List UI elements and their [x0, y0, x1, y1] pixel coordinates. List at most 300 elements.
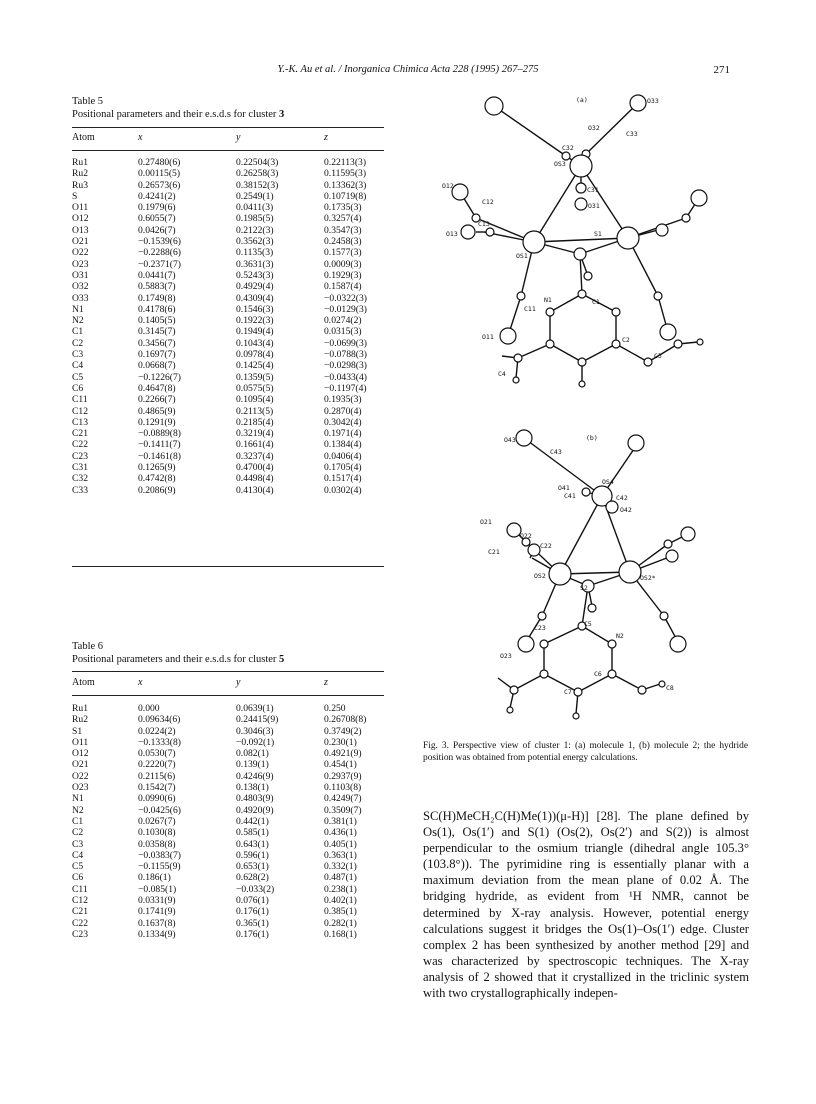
z-cell: 0.1971(4): [324, 428, 362, 440]
table-row: [72, 929, 384, 940]
table5-header-rule: [72, 150, 384, 151]
z-cell: 0.3042(4): [324, 416, 362, 428]
table5-col-z: z: [324, 132, 328, 143]
x-cell: −0.2288(6): [138, 247, 181, 259]
atom-cell: C5: [72, 861, 84, 873]
atom-cell: N1: [72, 793, 84, 805]
atom-label: O23: [500, 652, 512, 660]
z-cell: 0.2870(4): [324, 405, 362, 417]
atom-cell: C22: [72, 439, 88, 451]
x-cell: 0.1697(7): [138, 349, 176, 361]
table-row: [72, 726, 384, 737]
y-cell: 0.3562(3): [236, 236, 274, 248]
table-row: [72, 383, 384, 394]
x-cell: 0.1334(9): [138, 928, 176, 940]
y-cell: 0.26258(3): [236, 168, 279, 180]
table-row: [72, 872, 384, 883]
z-cell: 0.454(1): [324, 759, 357, 771]
y-cell: −0.092(1): [236, 736, 275, 748]
atom-label: O21: [480, 518, 492, 526]
x-cell: 0.3145(7): [138, 326, 176, 338]
atom-label: N2: [616, 632, 624, 640]
atom-label: S1: [594, 230, 602, 238]
table-row: [72, 906, 384, 917]
atom-label: OS3: [554, 160, 566, 168]
table6-top-rule: [72, 671, 384, 672]
x-cell: 0.0267(7): [138, 815, 176, 827]
x-cell: −0.0425(6): [138, 804, 181, 816]
x-cell: −0.1461(8): [138, 450, 181, 462]
y-cell: 0.3046(3): [236, 725, 274, 737]
table6-col-z: z: [324, 677, 328, 688]
atom-label: O43: [504, 436, 516, 444]
y-cell: 0.1043(4): [236, 337, 274, 349]
atom-cell: C6: [72, 382, 84, 394]
y-cell: 0.38152(3): [236, 179, 279, 191]
table5-caption-text: Positional parameters and their e.s.d.s for cluster: [72, 109, 280, 120]
x-cell: −0.0889(8): [138, 428, 181, 440]
atom-label: C21: [488, 548, 500, 556]
atom-cell: C1: [72, 326, 84, 338]
y-cell: 0.1985(5): [236, 213, 274, 225]
z-cell: 0.2937(9): [324, 770, 362, 782]
table-row: [72, 213, 384, 224]
x-cell: 0.2115(6): [138, 770, 176, 782]
z-cell: 0.3547(3): [324, 224, 362, 236]
atom-cell: C2: [72, 827, 84, 839]
y-cell: 0.628(2): [236, 872, 269, 884]
atom-label: OS2: [534, 572, 546, 580]
atom-cell: Ru2: [72, 168, 88, 180]
table-row: [72, 406, 384, 417]
table6-header-rule: [72, 695, 384, 696]
atom-cell: C3: [72, 838, 84, 850]
table-row: [72, 326, 384, 337]
table-row: [72, 236, 384, 247]
z-cell: −0.0433(4): [324, 371, 367, 383]
atom-cell: C11: [72, 394, 88, 406]
atom-cell: O32: [72, 281, 89, 293]
table-row: [72, 281, 384, 292]
table6-caption: [72, 640, 284, 666]
z-cell: 0.168(1): [324, 928, 357, 940]
y-cell: 0.442(1): [236, 815, 269, 827]
x-cell: 0.0426(7): [138, 224, 176, 236]
atom-label: OS1: [516, 252, 528, 260]
atom-cell: N2: [72, 315, 84, 327]
atom-label: C11: [524, 305, 536, 313]
y-cell: 0.1949(4): [236, 326, 274, 338]
table-row: [72, 191, 384, 202]
table-row: [72, 168, 384, 179]
table-row: [72, 259, 384, 270]
atom-cell: C21: [72, 428, 88, 440]
table-row: [72, 202, 384, 213]
table-row: [72, 748, 384, 759]
atom-cell: C12: [72, 895, 88, 907]
y-cell: 0.1661(4): [236, 439, 274, 451]
x-cell: 0.1542(7): [138, 782, 176, 794]
z-cell: 0.4921(9): [324, 748, 362, 760]
atom-label: N1: [544, 296, 552, 304]
z-cell: 0.363(1): [324, 849, 357, 861]
journal-citation: Y.-K. Au et al. / Inorganica Chimica Acta 228 (1995) 267–275: [277, 64, 539, 75]
y-cell: 0.1546(3): [236, 303, 274, 315]
atom-label: C6: [594, 670, 602, 678]
atom-label: C2: [622, 336, 630, 344]
atom-label: C12: [482, 198, 494, 206]
atom-cell: C1: [72, 815, 84, 827]
atom-cell: C11: [72, 883, 88, 895]
table-row: [72, 157, 384, 168]
y-cell: 0.585(1): [236, 827, 269, 839]
x-cell: 0.5883(7): [138, 281, 176, 293]
x-cell: 0.1741(9): [138, 906, 176, 918]
z-cell: 0.1103(8): [324, 782, 362, 794]
z-cell: 0.3257(4): [324, 213, 362, 225]
atom-cell: C12: [72, 405, 88, 417]
atom-label: C42: [616, 494, 628, 502]
table-row: [72, 304, 384, 315]
z-cell: 0.1517(4): [324, 473, 362, 485]
x-cell: 0.1979(6): [138, 202, 176, 214]
x-cell: 0.2086(9): [138, 484, 176, 496]
atom-label: O42: [620, 506, 632, 514]
z-cell: 0.3749(2): [324, 725, 362, 737]
atom-label: O33: [647, 97, 659, 105]
z-cell: 0.487(1): [324, 872, 357, 884]
y-cell: 0.4920(9): [236, 804, 274, 816]
y-cell: 0.176(1): [236, 928, 269, 940]
z-cell: 0.250: [324, 703, 346, 714]
z-cell: −0.0322(3): [324, 292, 367, 304]
z-cell: 0.332(1): [324, 861, 357, 873]
table-row: [72, 439, 384, 450]
x-cell: 0.26573(6): [138, 179, 181, 191]
table-row: [72, 714, 384, 725]
atom-label: C8: [666, 684, 674, 692]
table5-body: [72, 157, 384, 496]
y-cell: 0.1359(5): [236, 371, 274, 383]
x-cell: 0.186(1): [138, 872, 171, 884]
y-cell: 0.4246(9): [236, 770, 274, 782]
atom-cell: C4: [72, 360, 84, 372]
atom-cell: C23: [72, 450, 88, 462]
y-cell: 0.4498(4): [236, 473, 274, 485]
z-cell: −0.0129(3): [324, 303, 367, 315]
atom-cell: O33: [72, 292, 89, 304]
z-cell: 0.402(1): [324, 895, 357, 907]
fig-label-b: (b): [586, 434, 598, 442]
running-header: [0, 64, 816, 80]
table6-col-y: y: [236, 677, 241, 688]
atom-label: C4: [498, 370, 506, 378]
table5-col-y: y: [236, 132, 241, 143]
atom-cell: C33: [72, 484, 88, 496]
z-cell: 0.0302(4): [324, 484, 362, 496]
table-row: [72, 861, 384, 872]
z-cell: 0.11595(3): [324, 168, 367, 180]
y-cell: 0.0639(1): [236, 703, 274, 714]
y-cell: 0.4929(4): [236, 281, 274, 293]
x-cell: −0.1333(8): [138, 736, 181, 748]
atom-cell: O31: [72, 269, 89, 281]
z-cell: −0.0298(3): [324, 360, 367, 372]
atom-cell: C4: [72, 849, 84, 861]
z-cell: 0.13362(3): [324, 179, 367, 191]
atom-label: O11: [482, 333, 494, 341]
table5-header: [72, 132, 384, 143]
table-row: [72, 703, 384, 714]
y-cell: 0.596(1): [236, 849, 269, 861]
z-cell: 0.0009(3): [324, 258, 362, 270]
table6-header: [72, 677, 384, 688]
atom-label: O12: [442, 182, 454, 190]
table5-top-rule: [72, 127, 384, 128]
atom-label: OS4: [602, 478, 614, 486]
table6-body: [72, 703, 384, 940]
table6-col-atom: Atom: [72, 677, 95, 688]
table6-col-x: x: [138, 677, 143, 688]
y-cell: 0.22504(3): [236, 157, 279, 168]
z-cell: −0.0699(3): [324, 337, 367, 349]
table-row: [72, 293, 384, 304]
z-cell: 0.1587(4): [324, 281, 362, 293]
atom-cell: N2: [72, 804, 84, 816]
x-cell: 0.1265(9): [138, 462, 176, 474]
table-row: [72, 771, 384, 782]
x-cell: −0.1155(9): [138, 861, 181, 873]
atom-cell: Ru2: [72, 714, 88, 726]
z-cell: 0.26708(8): [324, 714, 367, 726]
table-row: [72, 225, 384, 236]
atom-cell: Ru1: [72, 703, 88, 714]
y-cell: 0.138(1): [236, 782, 269, 794]
atom-cell: C22: [72, 917, 88, 929]
y-cell: −0.033(2): [236, 883, 275, 895]
y-cell: 0.0575(5): [236, 382, 274, 394]
atom-label: C41: [564, 492, 576, 500]
table-row: [72, 349, 384, 360]
atom-cell: O21: [72, 759, 89, 771]
atom-label: O32: [588, 124, 600, 132]
z-cell: 0.0274(2): [324, 315, 362, 327]
table5-caption: [72, 95, 284, 121]
x-cell: 0.0358(8): [138, 838, 176, 850]
y-cell: 0.1135(3): [236, 247, 274, 259]
y-cell: 0.24415(9): [236, 714, 279, 726]
atom-label: O31: [588, 202, 600, 210]
atom-cell: O22: [72, 247, 89, 259]
x-cell: 0.2220(7): [138, 759, 176, 771]
y-cell: 0.076(1): [236, 895, 269, 907]
z-cell: 0.1705(4): [324, 462, 362, 474]
atom-label: C1: [592, 298, 600, 306]
atom-cell: C6: [72, 872, 84, 884]
table-row: [72, 394, 384, 405]
y-cell: 0.176(1): [236, 906, 269, 918]
table-row: [72, 180, 384, 191]
y-cell: 0.4309(4): [236, 292, 274, 304]
table-row: [72, 451, 384, 462]
z-cell: 0.385(1): [324, 906, 357, 918]
x-cell: −0.1226(7): [138, 371, 181, 383]
x-cell: 0.0224(2): [138, 725, 176, 737]
atom-cell: O12: [72, 213, 89, 225]
table-row: [72, 428, 384, 439]
atom-cell: C2: [72, 337, 84, 349]
atom-cell: O12: [72, 748, 89, 760]
y-cell: 0.3237(4): [236, 450, 274, 462]
y-cell: 0.365(1): [236, 917, 269, 929]
x-cell: 0.00115(5): [138, 168, 181, 180]
table-row: [72, 918, 384, 929]
y-cell: 0.3219(4): [236, 428, 274, 440]
z-cell: 0.10719(8): [324, 190, 367, 202]
x-cell: 0.0441(7): [138, 269, 176, 281]
x-cell: 0.000: [138, 703, 160, 714]
x-cell: 0.0530(7): [138, 748, 176, 760]
x-cell: 0.4241(2): [138, 190, 176, 202]
z-cell: 0.4249(7): [324, 793, 362, 805]
atom-cell: O22: [72, 770, 89, 782]
table5-col-atom: Atom: [72, 132, 95, 143]
table-row: [72, 884, 384, 895]
table-row: [72, 816, 384, 827]
z-cell: 0.1577(3): [324, 247, 362, 259]
atom-cell: Ru1: [72, 157, 88, 168]
y-cell: 0.4700(4): [236, 462, 274, 474]
table-row: [72, 793, 384, 804]
atom-cell: C3: [72, 349, 84, 361]
x-cell: 0.6055(7): [138, 213, 176, 225]
atom-label: O13: [446, 230, 458, 238]
table-row: [72, 270, 384, 281]
z-cell: 0.1384(4): [324, 439, 362, 451]
x-cell: 0.1749(8): [138, 292, 176, 304]
table5-col-x: x: [138, 132, 143, 143]
x-cell: −0.2371(7): [138, 258, 181, 270]
y-cell: 0.5243(3): [236, 269, 274, 281]
table-row: [72, 338, 384, 349]
table-row: [72, 315, 384, 326]
x-cell: 0.4178(6): [138, 303, 176, 315]
z-cell: 0.0406(4): [324, 450, 362, 462]
table-row: [72, 372, 384, 383]
atom-cell: O13: [72, 224, 89, 236]
atom-label: C32: [562, 144, 574, 152]
y-cell: 0.643(1): [236, 838, 269, 850]
x-cell: 0.0990(6): [138, 793, 176, 805]
atom-label: O22: [520, 532, 532, 540]
y-cell: 0.2113(5): [236, 405, 274, 417]
z-cell: 0.1735(3): [324, 202, 362, 214]
z-cell: −0.1197(4): [324, 382, 367, 394]
table5-bottom-rule: [72, 566, 384, 567]
atom-cell: C13: [72, 416, 88, 428]
z-cell: 0.0315(3): [324, 326, 362, 338]
atom-label: C7: [564, 688, 572, 696]
atom-cell: C5: [72, 371, 84, 383]
z-cell: 0.381(1): [324, 815, 357, 827]
atom-label: OS2*: [640, 574, 656, 582]
z-cell: 0.282(1): [324, 917, 357, 929]
table-row: [72, 417, 384, 428]
y-cell: 0.4803(9): [236, 793, 274, 805]
table-row: [72, 759, 384, 770]
table-row: [72, 895, 384, 906]
y-cell: 0.2549(1): [236, 190, 274, 202]
atom-cell: S1: [72, 725, 83, 737]
atom-label: C31: [587, 186, 599, 194]
z-cell: 0.22113(3): [324, 157, 367, 168]
y-cell: 0.4130(4): [236, 484, 274, 496]
x-cell: 0.1405(5): [138, 315, 176, 327]
x-cell: −0.1539(6): [138, 236, 181, 248]
y-cell: 0.0978(4): [236, 349, 274, 361]
y-cell: 0.1095(4): [236, 394, 274, 406]
atom-cell: N1: [72, 303, 84, 315]
table5-cluster: 3: [279, 109, 285, 120]
body-paragraph: SC(H)MeCH₂C(H)Me(1))(μ-H)] [28]. The plane defined by Os(1), Os(1′) and S(1) (Os(2), Os(2′) and S(2)) is almost perpendicular to the osmium triangle (dihedral angle 105.3° (103.8°)). The pyrimidine ring is essentially planar with a maximum deviation from the mean plane of 0.02 Å. The bridging hydride, as evident from ¹H NMR, cannot be determined by X-ray analysis. However, potential energy calculations suggest it bridges the Os(1)–Os(1′) edge. Cluster complex 2 has been synthesized by another method [29] and was characterized by spectroscopic techniques. The X-ray analysis of 2 showed that it crystallized in the triclinic system with two crystallographically indepen-: [423, 809, 749, 1001]
x-cell: −0.085(1): [138, 883, 177, 895]
z-cell: 0.230(1): [324, 736, 357, 748]
atom-cell: C23: [72, 928, 88, 940]
z-cell: 0.2458(3): [324, 236, 362, 248]
x-cell: 0.1030(8): [138, 827, 176, 839]
y-cell: 0.1922(3): [236, 315, 274, 327]
x-cell: 0.09634(6): [138, 714, 181, 726]
atom-cell: O21: [72, 236, 89, 248]
x-cell: 0.2266(7): [138, 394, 176, 406]
table-row: [72, 473, 384, 484]
atom-cell: O23: [72, 782, 89, 794]
fig-label-a: (a): [576, 96, 588, 104]
table-row: [72, 850, 384, 861]
atom-cell: C21: [72, 906, 88, 918]
table6-caption-text: Positional parameters and their e.s.d.s for cluster: [72, 654, 280, 665]
y-cell: 0.2185(4): [236, 416, 274, 428]
table-row: [72, 360, 384, 371]
table-row: [72, 485, 384, 496]
x-cell: 0.27480(6): [138, 157, 181, 168]
atom-cell: O11: [72, 736, 89, 748]
table-row: [72, 805, 384, 816]
table-row: [72, 782, 384, 793]
x-cell: 0.1637(8): [138, 917, 176, 929]
z-cell: 0.1929(3): [324, 269, 362, 281]
atom-label: C33: [626, 130, 638, 138]
x-cell: 0.4647(8): [138, 382, 176, 394]
atom-label: C13: [478, 220, 490, 228]
page-number: 271: [713, 64, 730, 76]
x-cell: −0.0383(7): [138, 849, 181, 861]
y-cell: 0.082(1): [236, 748, 269, 760]
atom-cell: S: [72, 190, 78, 202]
atom-cell: Ru3: [72, 179, 88, 191]
atom-cell: O23: [72, 258, 89, 270]
x-cell: −0.1411(7): [138, 439, 181, 451]
x-cell: 0.1291(9): [138, 416, 176, 428]
x-cell: 0.4865(9): [138, 405, 176, 417]
z-cell: 0.1935(3): [324, 394, 362, 406]
table-row: [72, 827, 384, 838]
atom-cell: C31: [72, 462, 88, 474]
x-cell: 0.0668(7): [138, 360, 176, 372]
z-cell: 0.238(1): [324, 883, 357, 895]
atom-label: C23: [534, 624, 546, 632]
y-cell: 0.1425(4): [236, 360, 274, 372]
